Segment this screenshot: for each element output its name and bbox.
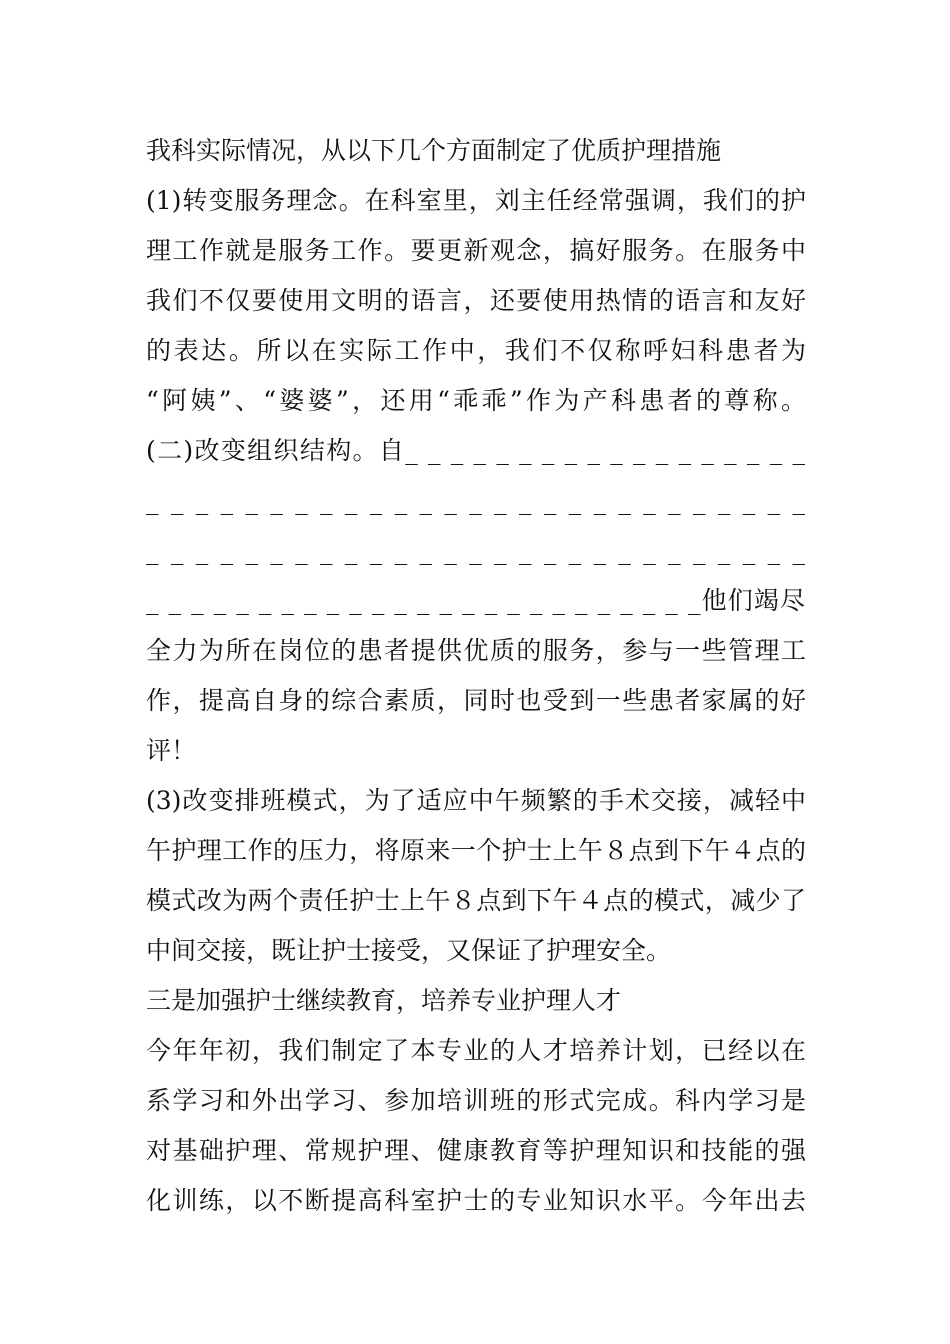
text-line: 今年年初，我们制定了本专业的人才培养计划，已经以在 — [146, 1036, 806, 1065]
text-line: 午护理工作的压力，将原来一个护士上午８点到下午４点的 — [146, 836, 806, 865]
text-line: _ _ _ _ _ _ _ _ _ _ _ _ _ _ _ _ _ _ _ _ _ _ _ _ _ _ _ — [146, 486, 806, 515]
text-line: 对基础护理、常规护理、健康教育等护理知识和技能的强 — [146, 1136, 806, 1165]
text-line: 模式改为两个责任护士上午８点到下午４点的模式，减少了 — [146, 886, 806, 915]
text-line: (1)转变服务理念。在科室里，刘主任经常强调，我们的护 — [146, 186, 806, 215]
text-line: 的表达。所以在实际工作中，我们不仅称呼妇科患者为 — [146, 336, 806, 365]
text-line: 理工作就是服务工作。要更新观念，搞好服务。在服务中 — [146, 236, 806, 265]
text-line: 作，提高自身的综合素质，同时也受到一些患者家属的好 — [146, 686, 806, 715]
text-line: 全力为所在岗位的患者提供优质的服务，参与一些管理工 — [146, 636, 806, 665]
text-line: 三是加强护士继续教育，培养专业护理人才 — [146, 986, 622, 1015]
text-line: _ _ _ _ _ _ _ _ _ _ _ _ _ _ _ _ _ _ _ _ _ _ _ _ _他们竭尽 — [146, 586, 806, 615]
text-line: (二)改变组织结构。自_ _ _ _ _ _ _ _ _ _ _ _ _ _ _ _ _ _ — [146, 436, 806, 465]
text-line: (3)改变排班模式，为了适应中午频繁的手术交接，减轻中 — [146, 786, 806, 815]
text-line: 评！ — [146, 736, 197, 765]
text-line: 化训练，以不断提高科室护士的专业知识水平。今年出去 — [146, 1186, 806, 1215]
text-line: _ _ _ _ _ _ _ _ _ _ _ _ _ _ _ _ _ _ _ _ _ _ _ _ _ _ _ — [146, 536, 806, 565]
text-line: 系学习和外出学习、参加培训班的形式完成。科内学习是 — [146, 1086, 806, 1115]
text-line: “阿姨”、“婆婆”，还用“乖乖”作为产科患者的尊称。 — [146, 386, 806, 415]
text-line: 我们不仅要使用文明的语言，还要使用热情的语言和友好 — [146, 286, 806, 315]
text-line: 中间交接，既让护士接受，又保证了护理安全。 — [146, 936, 672, 965]
text-line: 我科实际情况，从以下几个方面制定了优质护理措施 — [146, 136, 722, 165]
